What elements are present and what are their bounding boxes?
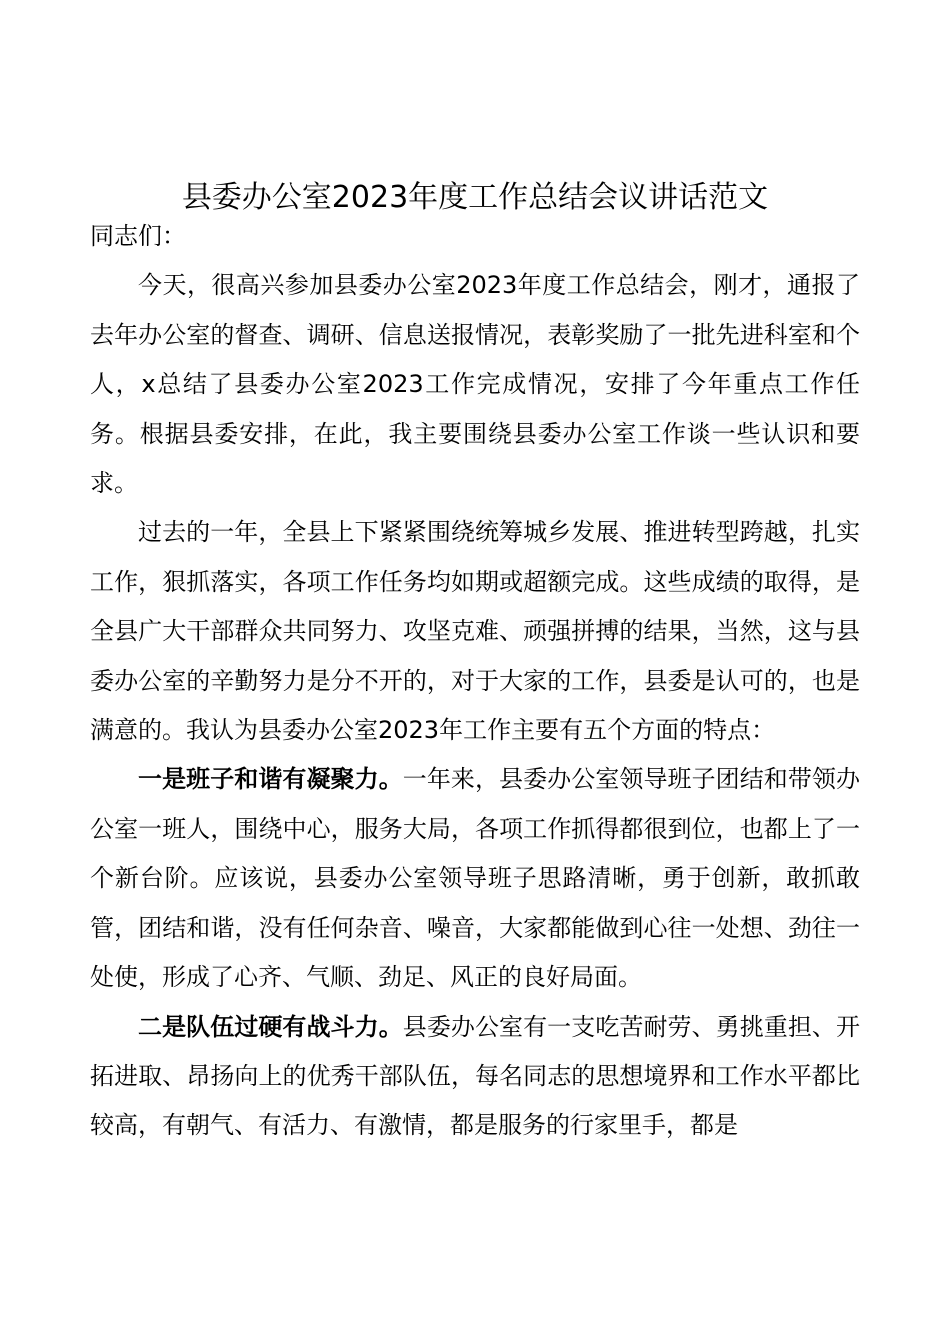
paragraph-text: 一年来，县委办公室领导班子团结和带领办公室一班人，围绕中心，服务大局，各项工作抓得都很到位，也都上了一个新台阶。应该说，县委办公室领导班子思路清晰，勇于创新，敢抓敢管，团结和谐，没有任何杂音、噪音，大家都能做到心往一处想、劲往一处使，形成了心齐、气顺、劲足、风正的良好局面。 [90, 765, 861, 992]
paragraph-text: 过去的一年，全县上下紧紧围绕统筹城乡发展、推进转型跨越，扎实工作，狠抓落实，各项工作任务均如期或超额完成。这些成绩的取得，是全县广大干部群众共同努力、攻坚克难、顽强拼搏的结果，当然，这与县委办公室的辛勤努力是分不开的，对于大家的工作，县委是认可的，也是满意的。我认为县委办公室2023年工作主要有五个方面的特点： [90, 518, 860, 745]
paragraph-opening [90, 261, 860, 508]
paragraph-lead: 一是班子和谐有凝聚力。 [138, 765, 403, 794]
document-body [90, 212, 860, 1151]
document-title: 县委办公室2023年度工作总结会议讲话范文 [181, 180, 769, 215]
paragraph-text: 县委办公室有一支吃苦耐劳、勇挑重担、开拓进取、昂扬向上的优秀干部队伍，每名同志的思想境界和工作水平都比较高，有朝气、有活力、有激情，都是服务的行家里手，都是 [90, 1012, 861, 1140]
paragraph-point-two [90, 1003, 860, 1151]
salutation: 同志们： [90, 222, 186, 250]
paragraph-text: 今天，很高兴参加县委办公室2023年度工作总结会，刚才，通报了去年办公室的督查、调研、信息送报情况，表彰奖励了一批先进科室和个人，x总结了县委办公室2023工作完成情况，安排了今年重点工作任务。根据县委安排，在此，我主要围绕县委办公室工作谈一些认识和要求。 [90, 271, 860, 498]
paragraph-lead: 二是队伍过硬有战斗力。 [138, 1012, 403, 1041]
paragraph-review [90, 508, 860, 755]
paragraph-point-one [90, 755, 860, 1002]
